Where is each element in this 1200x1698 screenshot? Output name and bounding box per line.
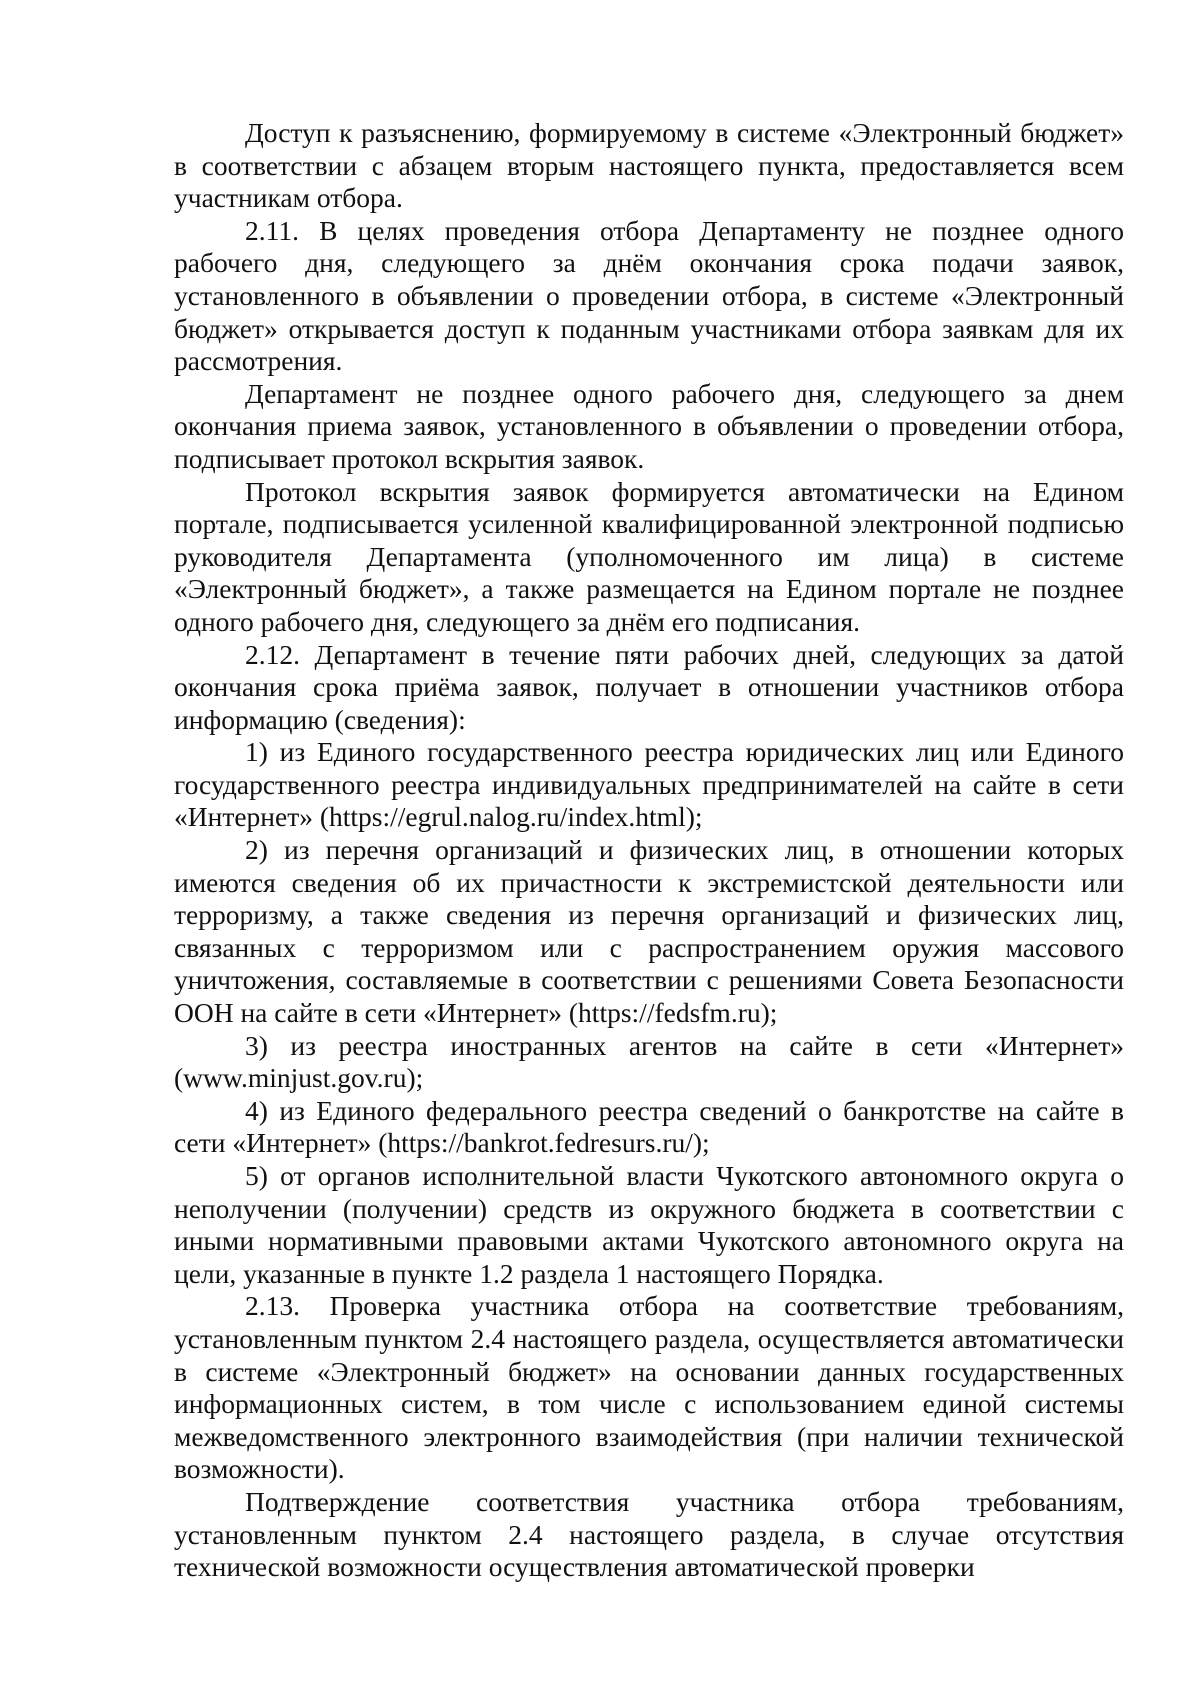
list-item-2-fedsfm: 2) из перечня организаций и физических лиц, в отношении которых имеются сведения об их причастности к экстремистской деятельности или терроризму, а также сведения из перечня организаций и физических лиц, связанных с терроризмом или с распространением оружия массового уничтожения, составляемые в соответствии с решениями Совета Безопасности ООН на сайте в сети «Интернет» (https://fedsfm.ru); (174, 834, 1124, 1029)
document-body (174, 117, 1124, 1584)
paragraph-opening-protocol-formation: Протокол вскрытия заявок формируется автоматически на Едином портале, подписывается усиленной квалифицированной электронной подписью руководителя Департамента (уполномоченного им лица) в системе «Электронный бюджет», а также размещается на Едином портале не позднее одного рабочего дня, следующего за днём его подписания. (174, 475, 1124, 637)
paragraph-2-11: 2.11. В целях проведения отбора Департаменту не позднее одного рабочего дня, следующего за днём окончания срока подачи заявок, установленного в объявлении о проведении отбора, в системе «Электронный бюджет» открывается доступ к поданным участниками отбора заявкам для их рассмотрения. (174, 214, 1124, 377)
paragraph-opening-protocol-signing: Департамент не позднее одного рабочего дня, следующего за днем окончания приема заявок, установленного в объявлении о проведении отбора, подписывает протокол вскрытия заявок. (174, 377, 1124, 474)
list-item-1-egrul: 1) из Единого государственного реестра юридических лиц или Единого государственного реестра индивидуальных предпринимателей на сайте в сети «Интернет» (https://egrul.nalog.ru/index.html); (174, 736, 1124, 833)
paragraph-2-13: 2.13. Проверка участника отбора на соответствие требованиям, установленным пунктом 2.4 настоящего раздела, осуществляется автоматически в системе «Электронный бюджет» на основании данных государственных информационных систем, в том числе с использованием единой системы межведомственного электронного взаимодействия (при наличии технической возможности). (174, 1290, 1124, 1485)
list-item-4-bankruptcy: 4) из Единого федерального реестра сведений о банкротстве на сайте в сети «Интернет» (https://bankrot.fedresurs.ru/); (174, 1094, 1124, 1159)
paragraph-2-12: 2.12. Департамент в течение пяти рабочих дней, следующих за датой окончания срока приёма заявок, получает в отношении участников отбора информацию (сведения): (174, 638, 1124, 735)
list-item-3-foreign-agents: 3) из реестра иностранных агентов на сайте в сети «Интернет» (www.minjust.gov.ru); (174, 1029, 1124, 1094)
paragraph-compliance-confirmation: Подтверждение соответствия участника отбора требованиям, установленным пунктом 2.4 настоящего раздела, в случае отсутствия технической возможности осуществления автоматической проверки (174, 1485, 1124, 1583)
list-item-5-executive-bodies: 5) от органов исполнительной власти Чукотского автономного округа о неполучении (получении) средств из окружного бюджета в соответствии с иными нормативными правовыми актами Чукотского автономного округа на цели, указанные в пункте 1.2 раздела 1 настоящего Порядка. (174, 1160, 1124, 1289)
paragraph-access-clarification: Доступ к разъяснению, формируемому в системе «Электронный бюджет» в соответствии с абзацем вторым настоящего пункта, предоставляется всем участникам отбора. (174, 117, 1124, 214)
